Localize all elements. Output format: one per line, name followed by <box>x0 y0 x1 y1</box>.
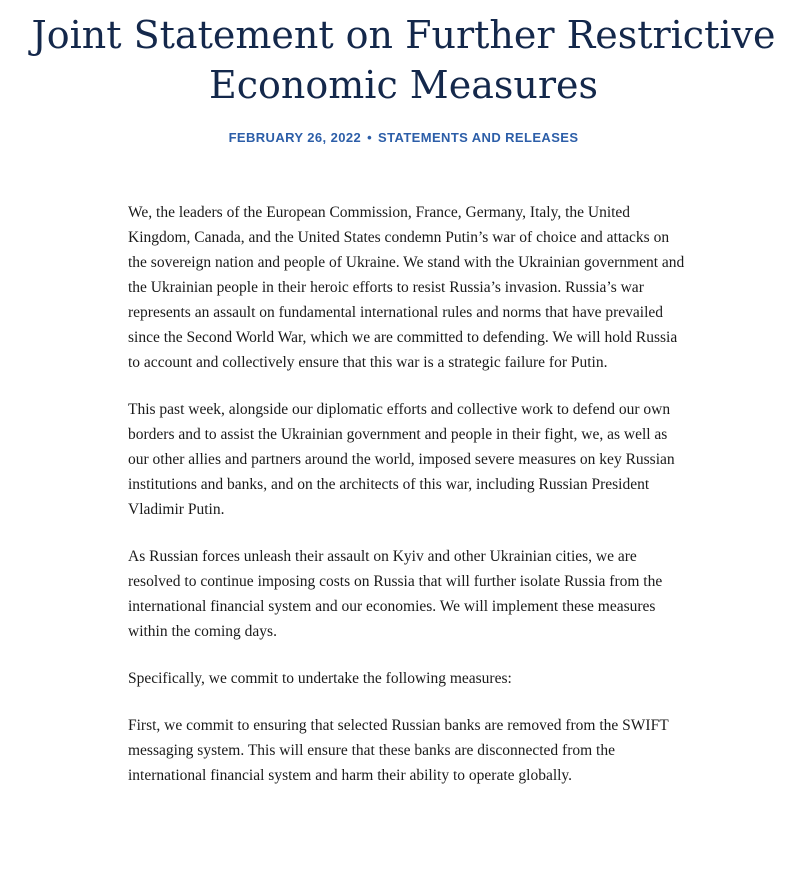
article-meta <box>0 129 807 147</box>
category-link[interactable]: STATEMENTS AND RELEASES <box>378 130 579 145</box>
page-title: Joint Statement on Further Restrictive Economic Measures <box>31 13 776 107</box>
meta-separator: • <box>367 130 373 145</box>
article-body <box>128 200 688 810</box>
paragraph: Specifically, we commit to undertake the following measures: <box>128 670 512 687</box>
paragraph: As Russian forces unleash their assault on Kyiv and other Ukrainian cities, we are resolved to continue imposing costs on Russia that will further isolate Russia from the international financial system and our economies. We will implement these measures within the coming days. <box>128 548 663 640</box>
paragraph: This past week, alongside our diplomatic efforts and collective work to defend our own borders and to assist the Ukrainian government and people in their fight, we, as well as our other allies and partners around the world, imposed severe measures on key Russian institutions and banks, and on the architects of this war, including Russian President Vladimir Putin. <box>128 401 675 518</box>
publish-date: FEBRUARY 26, 2022 <box>228 130 362 145</box>
paragraph: We, the leaders of the European Commission, France, Germany, Italy, the United Kingdom, Canada, and the United States condemn Putin’s war of choice and attacks on the sovereign nation and people of Ukraine. We stand with the Ukrainian government and the Ukrainian people in their heroic efforts to resist Russia’s invasion. Russia’s war represents an assault on fundamental international rules and norms that have prevailed since the Second World War, which we are committed to defending. We will hold Russia to account and collectively ensure that this war is a strategic failure for Putin. <box>128 204 685 371</box>
paragraph: First, we commit to ensuring that selected Russian banks are removed from the SWIFT messaging system. This will ensure that these banks are disconnected from the international financial system and harm their ability to operate globally. <box>128 717 669 784</box>
